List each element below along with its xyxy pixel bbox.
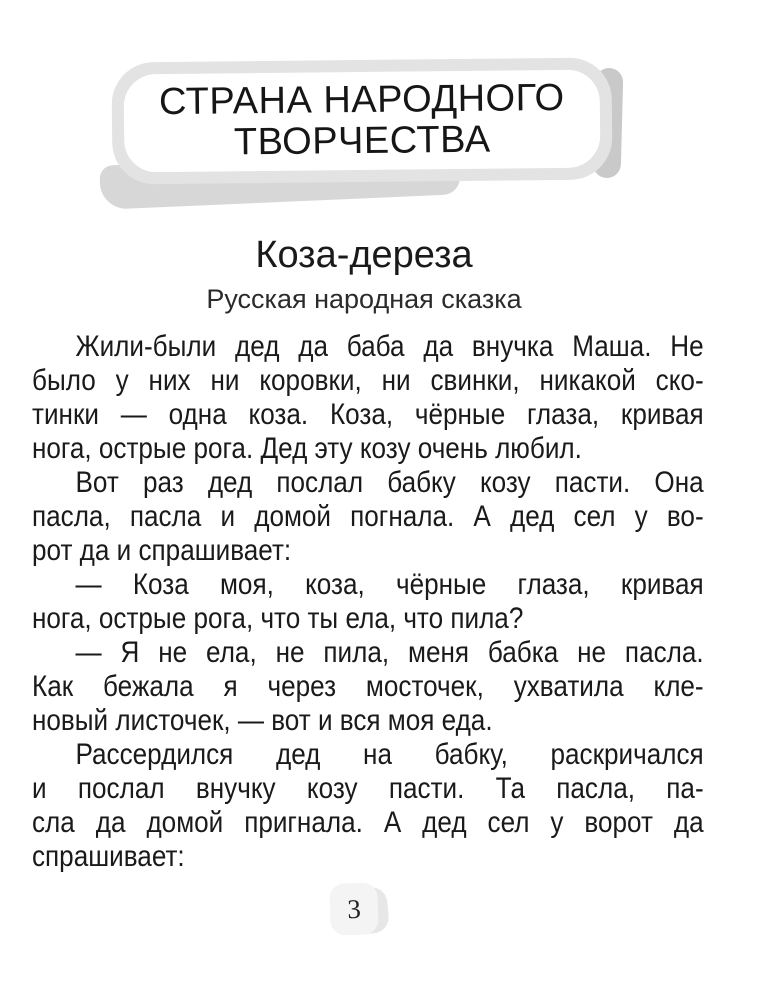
story-line: пасла, пасла и домой погнала. А дед сел у во- xyxy=(32,500,704,533)
story-line: — Я не ела, не пила, меня бабка не пасла. xyxy=(75,636,704,669)
banner-label-line2: ТВОРЧЕСТВА xyxy=(233,118,491,164)
page-number-box xyxy=(329,882,379,936)
story-line: нога, острые рога, что ты ела, что пила? xyxy=(32,602,524,635)
story-subtitle: Русская народная сказка xyxy=(206,284,522,314)
story-line: тинки — одна коза. Коза, чёрные глаза, кривая xyxy=(32,398,704,431)
page-number: 3 xyxy=(346,893,362,924)
story-line: спрашивает: xyxy=(32,840,185,873)
page-number-badge xyxy=(330,883,378,935)
story-text xyxy=(32,330,704,874)
story-line: и послал внучку козу пасти. Та пасла, па- xyxy=(32,772,704,805)
story-line: рот да и спрашивает: xyxy=(32,534,292,567)
story-line: новый листочек, — вот и вся моя еда. xyxy=(32,704,493,737)
story-line: Рассердился дед на бабку, раскричался xyxy=(75,738,704,771)
banner-label xyxy=(123,70,600,173)
banner-frame xyxy=(111,57,612,184)
story-line: Как бежала я через мосточек, ухватила кле- xyxy=(32,670,704,703)
section-banner xyxy=(112,60,612,182)
story-line: нога, острые рога. Дед эту козу очень любил. xyxy=(32,432,582,465)
story-line: было у них ни коровки, ни свинки, никакой ско- xyxy=(32,364,704,397)
story-line: сла да домой пригнала. А дед сел у ворот да xyxy=(32,806,704,839)
story-line: — Коза моя, коза, чёрные глаза, кривая xyxy=(75,568,704,601)
story-line: Вот раз дед послал бабку козу пасти. Она xyxy=(75,466,704,499)
story-line: Жили-были дед да баба да внучка Маша. Не xyxy=(75,330,704,363)
banner-label-line1: СТРАНА НАРОДНОГО xyxy=(158,76,565,124)
story-title: Коза-дереза xyxy=(255,234,473,276)
